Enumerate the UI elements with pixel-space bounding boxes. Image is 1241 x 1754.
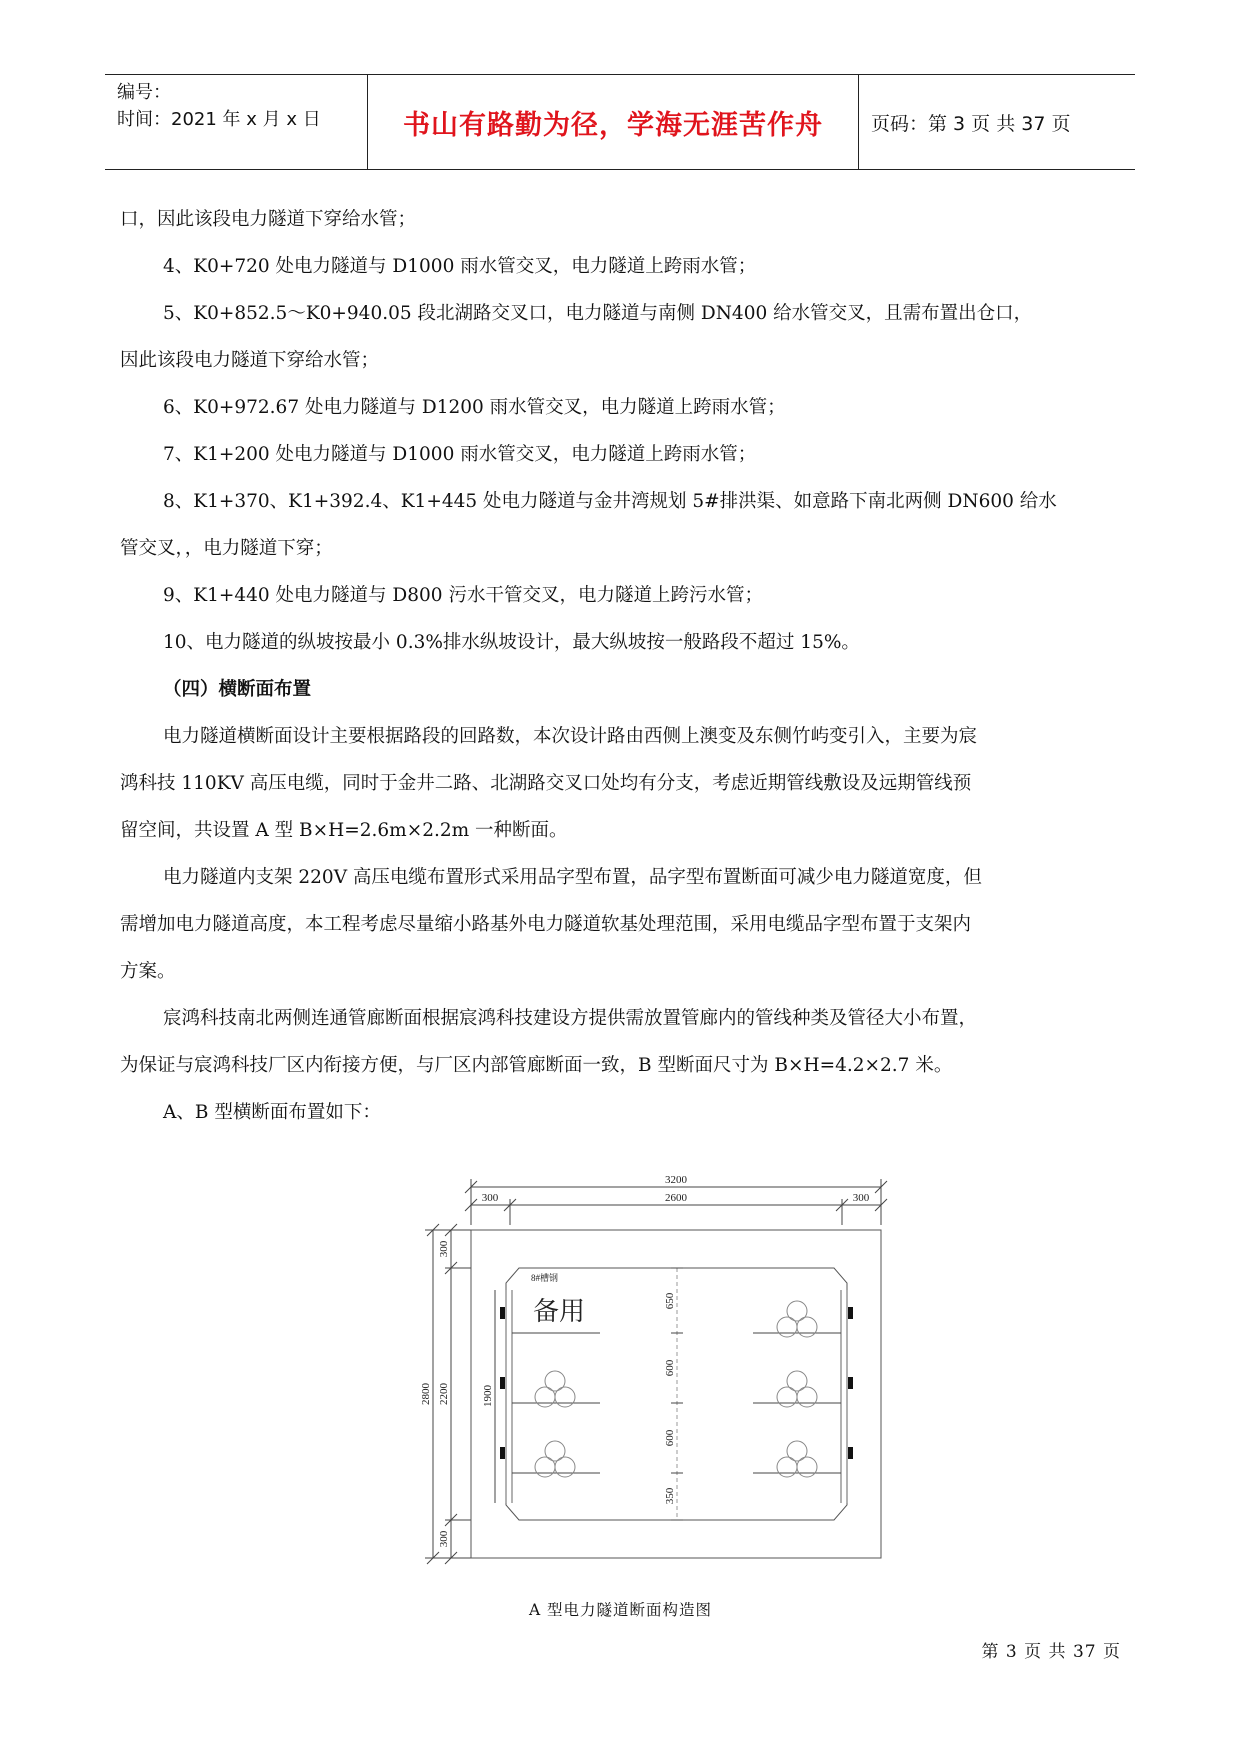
- dim-label: 1900: [482, 1385, 494, 1407]
- dim-label: 600: [664, 1429, 676, 1447]
- paragraph: 宸鸿科技南北两侧连通管廊断面根据宸鸿科技建设方提供需放置管廊内的管线种类及管径大小布置，: [163, 1008, 978, 1029]
- paragraph: A、B 型横断面布置如下：: [163, 1102, 381, 1123]
- cable-bundle: [777, 1371, 817, 1407]
- paragraph: 8、K1+370、K1+392.4、K1+445 处电力隧道与金井湾规划 5#排洪渠、如意路下南北两侧 DN600 给水: [163, 491, 1057, 512]
- paragraph: 需增加电力隧道高度，本工程考虑尽量缩小路基外电力隧道软基处理范围，采用电缆品字型布置于支架内: [120, 914, 972, 935]
- cable-bundle: [777, 1301, 817, 1337]
- spare-label: 备用: [533, 1297, 586, 1327]
- dim-label: 350: [664, 1487, 676, 1505]
- page-footer: 第 3 页 共 37 页: [981, 1642, 1121, 1662]
- cable-bundle: [535, 1371, 575, 1407]
- dim-label: 300: [438, 1240, 450, 1258]
- header-divider: [858, 75, 859, 169]
- paragraph: 方案。: [120, 961, 176, 982]
- dim-label: 600: [664, 1359, 676, 1377]
- header-meta: [117, 79, 367, 133]
- cable-bundle: [535, 1441, 575, 1477]
- paragraph: 7、K1+200 处电力隧道与 D1000 雨水管交叉，电力隧道上跨雨水管；: [163, 444, 757, 465]
- channel-steel-label: 8#槽钢: [531, 1273, 559, 1283]
- dim-label: 2200: [438, 1383, 450, 1405]
- dim-label: 3200: [665, 1174, 687, 1186]
- header-divider: [367, 75, 368, 169]
- tunnel-section-drawing: [415, 1165, 895, 1585]
- document-time: 时间：2021 年 x 月 x 日: [117, 109, 321, 130]
- paragraph: 为保证与宸鸿科技厂区内衔接方便，与厂区内部管廊断面一致，B 型断面尺寸为 B×H=4.2×2.7 米。: [120, 1055, 953, 1076]
- header-motto: 书山有路勤为径，学海无涯苦作舟: [403, 109, 823, 141]
- paragraph: 6、K0+972.67 处电力隧道与 D1200 雨水管交叉，电力隧道上跨雨水管；: [163, 397, 786, 418]
- header-page-info: 页码：第 3 页 共 37 页: [871, 112, 1071, 135]
- document-body: [120, 196, 1120, 1136]
- figure-caption: A 型电力隧道断面构造图: [528, 1601, 713, 1619]
- paragraph: 9、K1+440 处电力隧道与 D800 污水干管交叉，电力隧道上跨污水管；: [163, 585, 763, 606]
- paragraph: 口，因此该段电力隧道下穿给水管；: [120, 209, 417, 230]
- document-number-label: 编号：: [117, 82, 171, 103]
- dim-label: 2600: [665, 1192, 687, 1204]
- paragraph: 鸿科技 110KV 高压电缆，同时于金井二路、北湖路交叉口处均有分支，考虑近期管线敷设及远期管线预: [120, 773, 972, 794]
- dim-label: 650: [664, 1292, 676, 1310]
- dim-label: 300: [852, 1192, 870, 1204]
- paragraph: 电力隧道横断面设计主要根据路段的回路数，本次设计路由西侧上澳变及东侧竹屿变引入，主要为宸: [163, 726, 978, 747]
- paragraph: 留空间，共设置 A 型 B×H=2.6m×2.2m 一种断面。: [120, 820, 568, 841]
- paragraph: 电力隧道内支架 220V 高压电缆布置形式采用品字型布置，品字型布置断面可减少电力隧道宽度，但: [163, 867, 982, 888]
- page-header: [105, 74, 1135, 170]
- section-title: （四）横断面布置: [163, 679, 312, 700]
- tunnel-section-figure: [415, 1165, 895, 1585]
- paragraph: 10、电力隧道的纵坡按最小 0.3%排水纵坡设计，最大纵坡按一般路段不超过 15%。: [163, 632, 860, 653]
- dim-label: 2800: [420, 1383, 432, 1405]
- paragraph: 4、K0+720 处电力隧道与 D1000 雨水管交叉，电力隧道上跨雨水管；: [163, 256, 757, 277]
- paragraph: 5、K0+852.5～K0+940.05 段北湖路交叉口，电力隧道与南侧 DN400 给水管交叉，且需布置出仓口，: [163, 303, 1033, 324]
- paragraph: 因此该段电力隧道下穿给水管；: [120, 350, 380, 371]
- dim-label: 300: [438, 1530, 450, 1548]
- dim-label: 300: [481, 1192, 499, 1204]
- cable-bundle: [777, 1441, 817, 1477]
- paragraph: 管交叉，，电力隧道下穿；: [120, 538, 333, 559]
